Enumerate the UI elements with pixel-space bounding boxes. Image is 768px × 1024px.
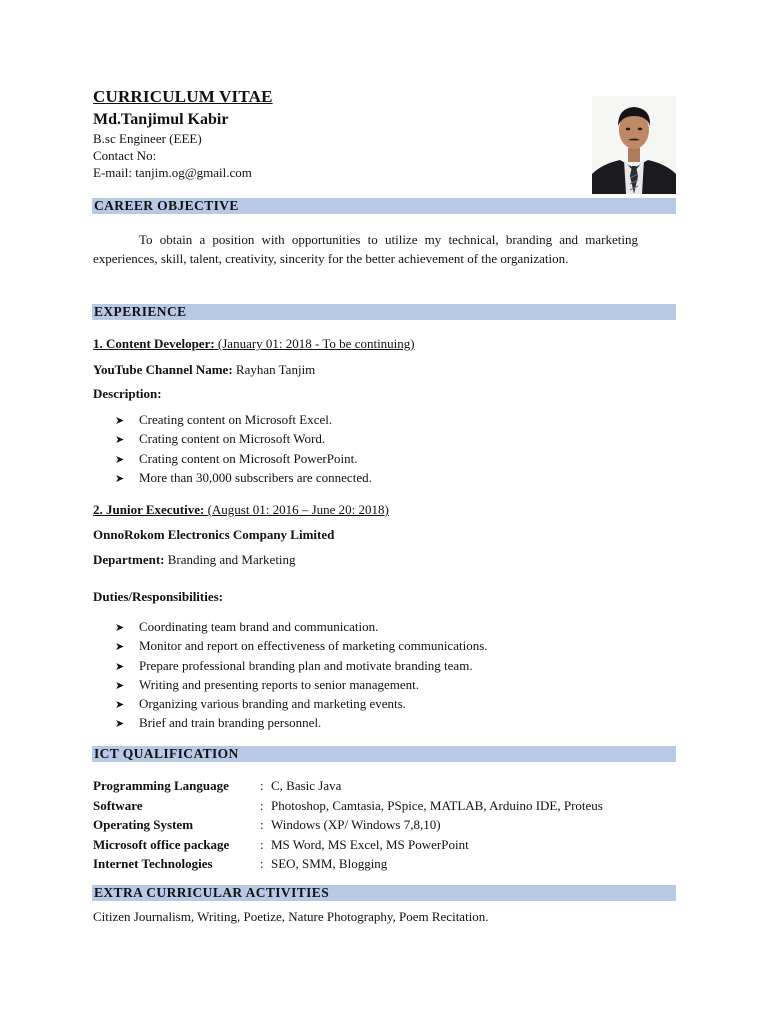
list-item: ➤ Organizing various branding and marketing events. xyxy=(115,694,488,713)
list-item: ➤ Crating content on Microsoft PowerPoint. xyxy=(115,449,372,468)
youtube-channel-line xyxy=(93,362,315,378)
duties-label: Duties/Responsibilities: xyxy=(93,589,224,604)
person-photo-icon xyxy=(592,96,676,194)
table-row: Internet Technologies : SEO, SMM, Blogging xyxy=(93,856,388,871)
list-item: ➤ Prepare professional branding plan and motivate branding team. xyxy=(115,656,488,675)
job-1-bullet-list xyxy=(115,410,372,487)
objective-line-3: the organization. xyxy=(481,251,569,266)
objective-line-2: marketing experiences, skill, talent, creativity, sincerity for the better achievement of xyxy=(93,232,638,266)
section-title-career-objective: CAREER OBJECTIVE xyxy=(94,198,239,213)
arrowhead-bullet-icon: ➤ xyxy=(115,452,125,466)
contact-number: Contact No: xyxy=(93,148,157,163)
job-2-heading xyxy=(93,502,389,518)
arrowhead-bullet-icon: ➤ xyxy=(115,717,125,731)
department-label: Department: xyxy=(93,552,165,567)
department-line xyxy=(93,552,296,568)
list-item: ➤ Coordinating team brand and communication. xyxy=(115,617,488,636)
list-item: ➤ Creating content on Microsoft Excel. xyxy=(115,410,372,429)
profile-photo xyxy=(592,96,676,194)
table-row: Programming Language : C, Basic Java xyxy=(93,778,342,793)
arrowhead-bullet-icon: ➤ xyxy=(115,433,125,447)
table-row: Operating System : Windows (XP/ Windows 7,8,10) xyxy=(93,817,441,832)
section-bar-extra-curricular xyxy=(92,885,676,901)
career-objective-text xyxy=(93,230,638,268)
section-bar-career-objective xyxy=(92,198,676,214)
email-line: E-mail: tanjim.og@gmail.com xyxy=(93,165,252,180)
list-item: ➤ More than 30,000 subscribers are connected. xyxy=(115,468,372,487)
job-1-heading xyxy=(93,336,415,352)
list-item: ➤ Writing and presenting reports to senior management. xyxy=(115,675,488,694)
job-2-period: (August 01: 2016 – June 20: 2018) xyxy=(207,502,389,517)
arrowhead-bullet-icon: ➤ xyxy=(115,414,125,427)
department-value: Branding and Marketing xyxy=(167,552,296,567)
section-bar-ict-qualification xyxy=(92,746,676,762)
extra-curricular-text: Citizen Journalism, Writing, Poetize, Nature Photography, Poem Recitation. xyxy=(93,909,489,924)
list-item: ➤ Brief and train branding personnel. xyxy=(115,713,488,732)
youtube-channel-value: Rayhan Tanjim xyxy=(235,362,316,377)
ict-qualification-table xyxy=(93,776,603,874)
degree: B.sc Engineer (EEE) xyxy=(93,131,202,146)
youtube-channel-label: YouTube Channel Name: xyxy=(93,362,233,377)
section-title-ict-qualification: ICT QUALIFICATION xyxy=(94,746,239,761)
section-title-extra-curricular: EXTRA CURRICULAR ACTIVITIES xyxy=(94,885,330,900)
company-name: OnnoRokom Electronics Company Limited xyxy=(93,527,335,542)
table-row: Microsoft office package : MS Word, MS Excel, MS PowerPoint xyxy=(93,836,469,852)
job-1-period: (January 01: 2018 - To be continuing) xyxy=(217,336,415,351)
arrowhead-bullet-icon: ➤ xyxy=(115,471,125,485)
job-2-bullet-list xyxy=(115,617,488,733)
section-title-experience: EXPERIENCE xyxy=(94,304,187,319)
candidate-name: Md.Tanjimul Kabir xyxy=(93,111,229,128)
arrowhead-bullet-icon: ➤ xyxy=(115,621,125,634)
arrowhead-bullet-icon: ➤ xyxy=(115,698,125,712)
job-1-title: 1. Content Developer: xyxy=(93,336,215,351)
arrowhead-bullet-icon: ➤ xyxy=(115,678,125,692)
arrowhead-bullet-icon: ➤ xyxy=(115,659,125,673)
list-item: ➤ Crating content on Microsoft Word. xyxy=(115,429,372,448)
objective-line-1: To obtain a position with opportunities to utilize my technical, branding and xyxy=(139,232,579,247)
list-item: ➤ Monitor and report on effectiveness of marketing communications. xyxy=(115,636,488,655)
job-2-title: 2. Junior Executive: xyxy=(93,502,205,517)
arrowhead-bullet-icon: ➤ xyxy=(115,640,125,654)
table-row: Software : Photoshop, Camtasia, PSpice, MATLAB, Arduino IDE, Proteus xyxy=(93,797,603,813)
document-title: CURRICULUM VITAE xyxy=(93,87,273,106)
section-bar-experience xyxy=(92,304,676,320)
description-label: Description: xyxy=(93,386,162,401)
